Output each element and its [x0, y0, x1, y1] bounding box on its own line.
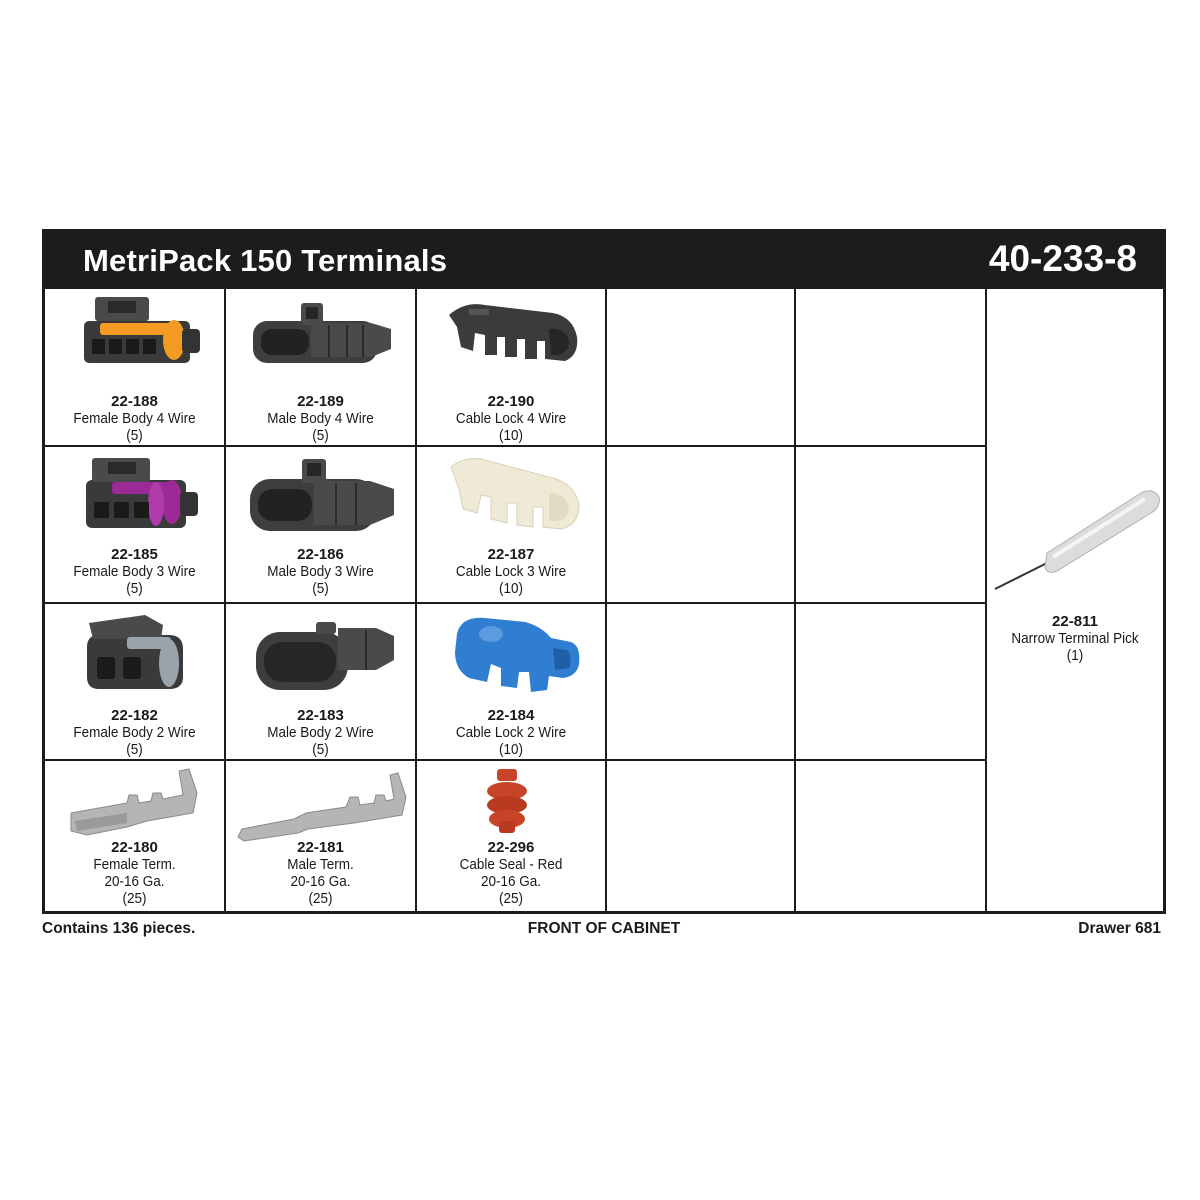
part-cell-22-181[interactable]	[226, 761, 415, 911]
part-quantity: (5)	[126, 741, 143, 758]
part-number: 22-184	[487, 707, 535, 724]
part-number: 22-182	[111, 707, 158, 724]
kit-title: MetriPack 150 Terminals	[83, 243, 448, 278]
part-cell-22-296[interactable]	[417, 761, 605, 911]
part-quantity: (10)	[498, 580, 524, 597]
empty-cell	[607, 289, 794, 445]
male-body-4-wire-connector-icon	[251, 299, 397, 369]
female-body-4-wire-connector-icon	[78, 295, 203, 371]
male-terminal-icon	[234, 767, 410, 843]
part-number: 22-187	[487, 546, 535, 563]
part-cell-22-190[interactable]	[417, 289, 605, 445]
drawer-number: Drawer 681	[1078, 920, 1161, 937]
part-description: Female Term.	[93, 856, 176, 873]
part-number: 22-190	[487, 393, 535, 410]
part-description: Cable Seal - Red	[459, 856, 563, 873]
part-cell-22-180[interactable]	[45, 761, 224, 911]
part-cell-22-185[interactable]	[45, 447, 224, 602]
female-body-2-wire-connector-icon	[83, 613, 191, 693]
male-body-2-wire-connector-icon	[254, 616, 398, 694]
drawer-label-card	[42, 229, 1166, 914]
empty-cell	[607, 447, 794, 602]
terminal-pick-icon	[991, 483, 1163, 595]
cabinet-orientation-label: FRONT OF CABINET	[527, 920, 681, 937]
part-cell-22-184[interactable]	[417, 604, 605, 759]
part-number: 22-180	[111, 839, 158, 856]
part-description: Female Body 2 Wire	[73, 724, 196, 741]
part-quantity: (10)	[498, 427, 524, 444]
male-body-3-wire-connector-icon	[248, 457, 398, 535]
part-description: Cable Lock 3 Wire	[455, 563, 567, 580]
part-description: Cable Lock 2 Wire	[455, 724, 567, 741]
cable-lock-2-wire-icon	[451, 612, 583, 696]
part-cell-22-183[interactable]	[226, 604, 415, 759]
part-description: Female Body 3 Wire	[73, 563, 196, 580]
part-number: 22-185	[111, 546, 158, 563]
part-cell-22-182[interactable]	[45, 604, 224, 759]
part-cell-22-189[interactable]	[226, 289, 415, 445]
empty-cell	[607, 604, 794, 759]
part-number: 22-811	[1052, 613, 1098, 630]
part-description: Cable Lock 4 Wire	[455, 410, 567, 427]
part-cell-22-188[interactable]	[45, 289, 224, 445]
part-quantity: (25)	[308, 890, 333, 907]
part-number: 22-296	[487, 839, 535, 856]
part-cell-22-187[interactable]	[417, 447, 605, 602]
female-body-3-wire-connector-icon	[82, 456, 202, 534]
part-cell-22-186[interactable]	[226, 447, 415, 602]
cable-seal-icon	[485, 767, 529, 837]
header-bar	[45, 232, 1163, 289]
empty-cell	[796, 761, 985, 911]
part-description-gauge: 20-16 Ga.	[104, 873, 165, 890]
part-quantity: (10)	[498, 741, 524, 758]
cable-lock-3-wire-icon	[445, 455, 583, 537]
female-terminal-icon	[67, 765, 207, 841]
part-quantity: (5)	[312, 427, 329, 444]
part-quantity: (25)	[498, 890, 524, 907]
kit-number: 40-233-8	[988, 238, 1137, 279]
part-description: Narrow Terminal Pick	[1011, 630, 1139, 647]
part-quantity: (1)	[1066, 647, 1084, 664]
parts-grid	[45, 289, 1163, 911]
part-quantity: (5)	[126, 580, 143, 597]
part-quantity: (5)	[312, 741, 329, 758]
part-number: 22-181	[297, 839, 344, 856]
part-number: 22-188	[111, 393, 158, 410]
empty-cell	[796, 604, 985, 759]
part-number: 22-186	[297, 546, 344, 563]
part-description: Male Term.	[287, 856, 354, 873]
empty-cell	[796, 447, 985, 602]
part-quantity: (5)	[126, 427, 143, 444]
part-number: 22-183	[297, 707, 344, 724]
part-description-gauge: 20-16 Ga.	[290, 873, 351, 890]
part-description: Male Body 2 Wire	[267, 724, 374, 741]
part-description: Male Body 3 Wire	[267, 563, 374, 580]
part-cell-22-811[interactable]	[987, 289, 1163, 911]
empty-cell	[796, 289, 985, 445]
part-quantity: (25)	[122, 890, 147, 907]
piece-count: Contains 136 pieces.	[42, 920, 196, 937]
part-description-gauge: 20-16 Ga.	[480, 873, 542, 890]
cable-lock-4-wire-icon	[445, 297, 581, 375]
part-quantity: (5)	[312, 580, 329, 597]
part-description: Male Body 4 Wire	[267, 410, 374, 427]
part-description: Female Body 4 Wire	[73, 410, 196, 427]
part-number: 22-189	[297, 393, 344, 410]
empty-cell	[607, 761, 794, 911]
